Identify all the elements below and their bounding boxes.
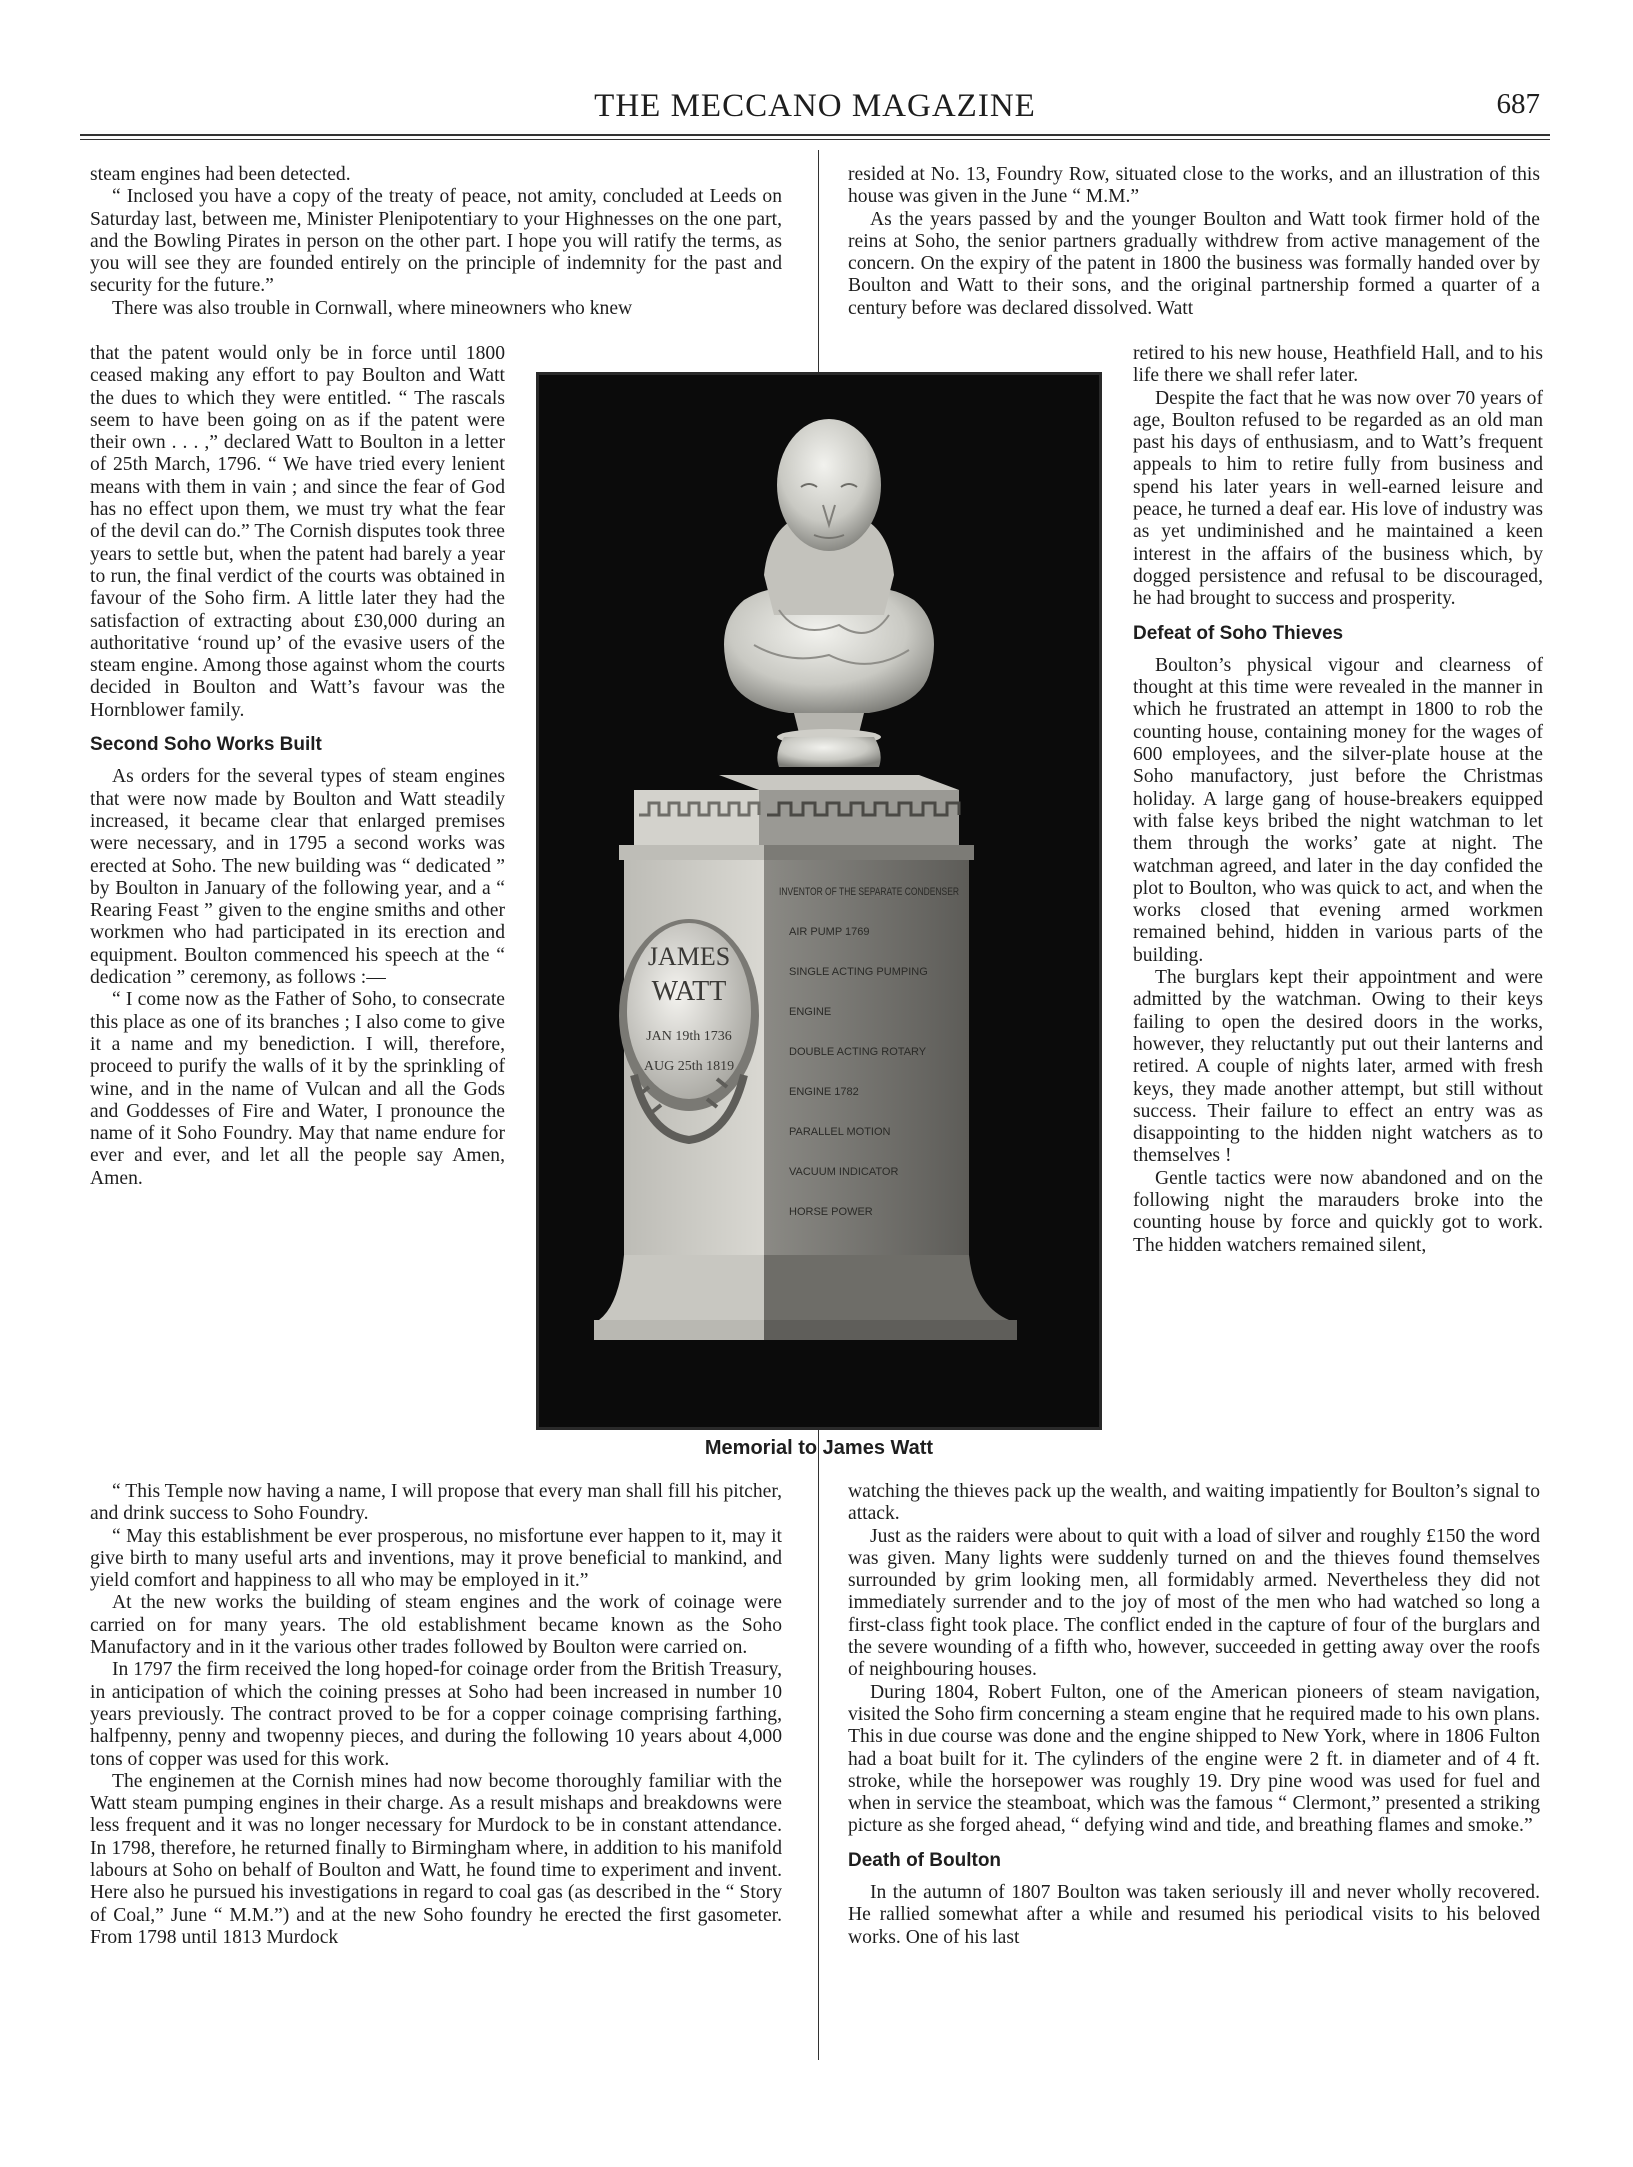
magazine-title: THE MECCANO MAGAZINE — [594, 88, 1036, 124]
paragraph: In 1797 the firm received the long hoped-for coinage order from the British Treasury, in anticipation of which the coining presses at Soho had been increased in number 10 years previously. The contract proved to be for a copper coinage comprising farthing, halfpenny, penny and twopenny pieces, and during the following 10 years about 4,000 tons of copper was used for this work. — [90, 1659, 782, 1770]
medallion-line-1: JAMES — [647, 942, 731, 971]
section-heading: Second Soho Works Built — [90, 734, 322, 756]
inscription-line: HORSE POWER — [789, 1206, 873, 1218]
paragraph: The enginemen at the Cornish mines had now become thoroughly familiar with the Watt steam pumping engines in their charge. As a result mishaps and breakdowns were less frequent and it was no longer necessary for Murdock to be in constant attendance. In 1798, therefore, he returned finally to Birmingham where, in addition to his manifold labours at Soho on behalf of Boulton and Watt, he found time to experiment and invent. Here also he pursued his investigations in regard to coal gas (as described in the “ Story of Coal,” June “ M.M.”) and at the new Soho foundry he erected the first gasometer. From 1798 until 1813 Murdock — [90, 1770, 782, 1948]
inscription-line: DOUBLE ACTING ROTARY — [789, 1046, 927, 1058]
paragraph: As the years passed by and the younger Boulton and Watt took firmer hold of the reins at Soho, the senior partners gradually withdrew from active management of the concern. On the expiry of the patent in 1800 the business was formally handed over by Boulton and Watt to their sons, and the original partnership formed a quarter of a century before was declared dissolved. Watt — [848, 208, 1540, 319]
paragraph: There was also trouble in Cornwall, where mineowners who knew — [112, 297, 633, 319]
header-rule — [80, 134, 1550, 136]
paragraph: Gentle tactics were now abandoned and on the following night the marauders broke into the counting house by force and quickly got to work. The hidden watchers remained silent, — [1133, 1167, 1543, 1256]
right-column-bottom — [848, 1481, 1540, 1949]
page-header — [80, 88, 1550, 132]
paragraph: “ Inclosed you have a copy of the treaty of peace, not amity, concluded at Leeds on Saturday last, between me, Minister Plenipotentiary to your Highnesses on the one part, and the Bowling Pirates in person on the other part. I hope you will ratify the terms, as you will see they are founded entirely on the principle of indemnity for the past and security for the future.” — [90, 186, 782, 297]
page-number: 687 — [1496, 88, 1540, 120]
paragraph: As orders for the several types of steam engines that were now made by Boulton and Watt steadily increased, it became clear that enlarged premises were necessary, and in 1795 a second works was erected at Soho. The new building was “ dedicated ” by Boulton in January of the following year, and a “ Rearing Feast ” given to the engine smiths and other workmen who had participated in its erection and equipment. Boulton commenced his speech at the “ dedication ” ceremony, as follows :— — [90, 766, 505, 989]
inscription-line: ENGINE — [789, 1006, 832, 1018]
medallion-line-2: WATT — [651, 976, 727, 1007]
paragraph: steam engines had been detected. — [90, 164, 351, 185]
paragraph: resided at No. 13, Foundry Row, situated close to the works, and an illustration of this house was given in the June “ M.M.” — [848, 164, 1540, 208]
paragraph: “ May this establishment be ever prosperous, no misfortune ever happen to it, may it give birth to many useful arts and inventions, may it prove beneficial to mankind, and yield comfort and happiness to all who may be employed in it.” — [90, 1525, 782, 1592]
paragraph: Despite the fact that he was now over 70 years of age, Boulton refused to be regarded as an old man past his days of enthusiasm, and to Watt’s frequent appeals to him to retire fully from business and spend his later years in well-earned leisure and peace, he turned a deaf ear. His love of industry was as yet undiminished and he maintained a keen interest in the affairs of the business which, by dogged persistence and refusal to be discouraged, he had brought to success and prosperity. — [1133, 387, 1543, 610]
inscription-line: INVENTOR OF THE SEPARATE CONDENSER — [779, 886, 960, 898]
paragraph: watching the thieves pack up the wealth, and waiting impatiently for Boulton’s signal to attack. — [848, 1481, 1540, 1525]
section-heading: Defeat of Soho Thieves — [1133, 622, 1344, 644]
medallion-line-3: JAN 19th 1736 — [646, 1029, 732, 1044]
paragraph: The burglars kept their appointment and were admitted by the watchman. Owing to their keys failing to open the desired doors in the works, however, they reluctantly put out their lanterns and retired. A couple of nights later, armed with fresh keys, they made another attempt, but still without success. Their failure to effect an entry was as disappointing to the hidden night watchers as to themselves ! — [1133, 967, 1543, 1167]
paragraph: “ This Temple now having a name, I will propose that every man shall fill his pitcher, and drink success to Soho Foundry. — [90, 1481, 782, 1525]
left-column-top — [90, 164, 782, 320]
memorial-illustration — [539, 375, 1099, 1427]
left-column-narrow — [90, 343, 505, 1190]
paragraph: retired to his new house, Heathfield Hall, and to his life there we shall refer later. — [1133, 343, 1543, 387]
section-heading: Death of Boulton — [848, 1849, 1002, 1871]
right-column-narrow — [1133, 343, 1543, 1257]
inscription-line: SINGLE ACTING PUMPING — [789, 966, 928, 978]
figure-caption: Memorial to James Watt — [704, 1437, 934, 1459]
paragraph: In the autumn of 1807 Boulton was taken seriously ill and never wholly recovered. He rallied somewhat after a while and resumed his periodical visits to his beloved works. One of his last — [848, 1882, 1540, 1948]
inscription-line: AIR PUMP 1769 — [789, 926, 870, 938]
inscription-line: PARALLEL MOTION — [789, 1126, 891, 1138]
medallion-line-4: AUG 25th 1819 — [643, 1059, 735, 1074]
header-rule-thin — [80, 139, 1550, 140]
paragraph: Boulton’s physical vigour and clearness of thought at this time were revealed in the manner in which he frustrated an attempt in 1800 to rob the counting house, containing money for the wages of 600 employees, and the silver-plate house at the Soho manufactory, just before the Christmas holiday. A large gang of house-breakers equipped with false keys bribed the night watchman to let them through the works’ gate at night. The watchman agreed, and later in the day confided the plot to Boulton, who was quick to act, and when the works closed that evening armed workmen remained behind, hidden in various parts of the building. — [1133, 654, 1543, 966]
inscription-line: VACUUM INDICATOR — [789, 1166, 899, 1178]
memorial-photo — [536, 372, 1102, 1430]
paragraph: At the new works the building of steam engines and the work of coinage were carried on for many years. The old establishment became known as the Soho Manufactory and in it the various other trades followed by Boulton were carried on. — [90, 1592, 782, 1659]
paragraph: During 1804, Robert Fulton, one of the American pioneers of steam navigation, visited the Soho firm concerning a steam engine that he required made to his own plans. This in due course was done and the engine shipped to New York, where in 1806 Fulton had a boat built for it. The cylinders of the engine were 2 ft. in diameter and of 4 ft. stroke, while the horsepower was roughly 19. Dry pine wood was used for fuel and when in service the steamboat, which was the famous “ Clermont,” presented a striking picture as she forged ahead, “ defying wind and tide, and breathing flames and smoke.” — [848, 1681, 1540, 1837]
right-column-top — [848, 164, 1540, 320]
paragraph: Just as the raiders were about to quit with a load of silver and roughly £150 the word was given. Many lights were suddenly turned on and the thieves found themselves surrounded by grim looking men, all formidably armed. Nevertheless they did not immediately surrender and to the joy of most of the men who had watched so long a first-class fight took place. The conflict ended in the capture of four of the burglars and the severe wounding of a fifth who, however, succeeded in getting away over the roofs of neighbouring houses. — [848, 1525, 1540, 1681]
left-column-bottom — [90, 1481, 782, 1949]
paragraph: that the patent would only be in force until 1800 ceased making any effort to pay Boulton and Watt the dues to which they were entitled. “ The rascals seem to have been going on as if the patent were their own . . . ,” declared Watt to Boulton in a letter of 25th March, 1796. “ We have tried every lenient means with them in vain ; and since the fear of God has no effect upon them, we must try what the fear of the devil can do.” The Cornish disputes took three years to settle but, when the patent had barely a year to run, the final verdict of the courts was obtained in favour of the Soho firm. A little later they had the satisfaction of extracting about £30,000 during an authoritative ‘round up’ of the evasive users of the steam engine. Among those against whom the courts decided in Boulton and Watt’s favour was the Hornblower family. — [90, 343, 505, 721]
inscription-line: ENGINE 1782 — [789, 1086, 859, 1098]
paragraph: “ I come now as the Father of Soho, to consecrate this place as one of its branches ; I also come to give it a name and my benediction. I will, therefore, proceed to purify the walls of it by the sprinkling of wine, and in the name of Vulcan and all the Gods and Goddesses of Fire and Water, I pronounce the name of it Soho Foundry. May that name endure for ever and ever, and let all the people say Amen, Amen. — [90, 989, 505, 1189]
